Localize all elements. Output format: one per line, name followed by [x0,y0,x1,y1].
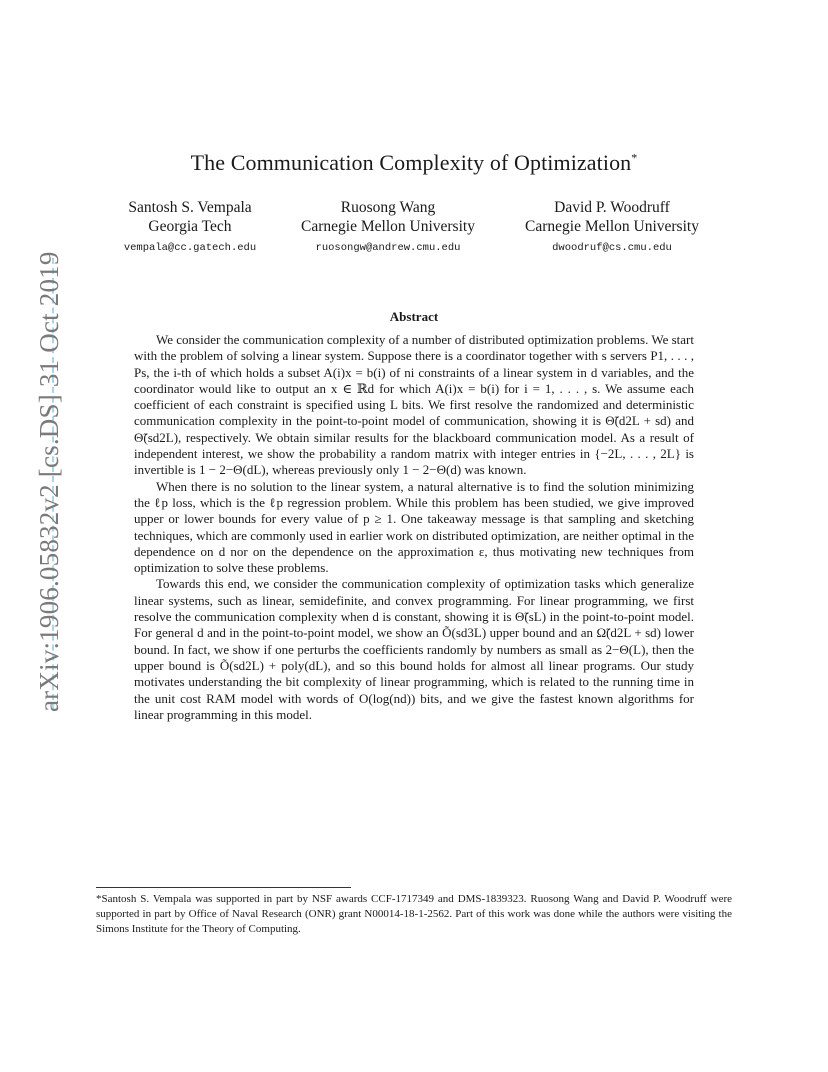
author-name: Ruosong Wang [340,199,436,216]
abstract-heading: Abstract [389,309,439,324]
footnote: *Santosh S. Vempala was supported in part by NSF awards CCF-1717349 and DMS-1839323. Ruosong Wang and David P. Woodruff were supported in part by Office of Naval Research (ONR) grant N00014-18-1-2562. Part of this work was done while the authors were visiting the Simons Institute for the Theory of Computing. [96,893,732,935]
author-block [288,198,488,258]
title-footnote-mark: * [631,150,638,165]
author-affiliation: Carnegie Mellon University [525,218,699,235]
author-block [90,198,290,258]
author-affiliation: Carnegie Mellon University [301,218,475,235]
author-email[interactable]: ruosongw@andrew.cmu.edu [315,242,461,254]
abstract-paragraph: Towards this end, we consider the communication complexity of optimization tasks which generalize linear systems, such as linear, semidefinite, and convex programming. For linear programming, we first resolve the communication complexity when d is constant, showing it is Θ̃(sL) in the point-to-point model. For general d and in the point-to-point model, we show an Õ(sd3L) upper bound and an Ω̃(d2L + sd) lower bound. In fact, we show if one perturbs the coefficients randomly by numbers as small as 2−Θ(L), then the upper bound is Õ(sd2L) + poly(dL), and so this bound holds for almost all linear programs. Our study motivates understanding the bit complexity of linear programming, which is related to the running time in the unit cost RAM model with words of O(log(nd)) bits, and we give the fastest known algorithms for linear programming in this model. [134,576,694,722]
author-name: Santosh S. Vempala [128,199,252,216]
author-email[interactable]: vempala@cc.gatech.edu [123,242,257,254]
author-name: David P. Woodruff [554,199,670,216]
author-block [512,198,712,258]
arxiv-watermark: arXiv:1906.05832v2 [cs.DS] 31 Oct 2019 [34,251,64,712]
abstract-paragraph: When there is no solution to the linear system, a natural alternative is to find the solution minimizing the ℓp loss, which is the ℓp regression problem. While this problem has been studied, we give improved upper or lower bounds for every value of p ≥ 1. One takeaway message is that sampling and sketching techniques, which are commonly used in earlier work on distributed optimization, are neither optimal in the dependence on d nor on the dependence on the approximation ε, thus motivating new techniques from optimization to solve these problems. [134,478,694,576]
abstract-paragraph: We consider the communication complexity of a number of distributed optimization problems. We start with the problem of solving a linear system. Suppose there is a coordinator together with s servers P1, . . . , Ps, the i-th of which holds a subset A(i)x = b(i) of ni constraints of a linear system in d variables, and the coordinator would like to output an x ∈ ℝd for which A(i)x = b(i) for i = 1, . . . , s. We assume each coefficient of each constraint is specified using L bits. We first resolve the randomized and deterministic communication complexity in the point-to-point model of communication, showing it is Θ̃(d2L + sd) and Θ̃(sd2L), respectively. We obtain similar results for the blackboard communication model. As a result of independent interest, we show the probability a random matrix with integer entries in {−2L, . . . , 2L} is invertible is 1 − 2−Θ(dL), whereas previously only 1 − 2−Θ(d) was known. [134,332,694,478]
abstract-body [134,332,694,723]
author-email[interactable]: dwoodruf@cs.cmu.edu [552,242,672,254]
author-affiliation: Georgia Tech [148,218,232,235]
paper-title [0,150,828,176]
footnote-divider [96,887,351,888]
paper-title-text: The Communication Complexity of Optimization [190,150,632,175]
